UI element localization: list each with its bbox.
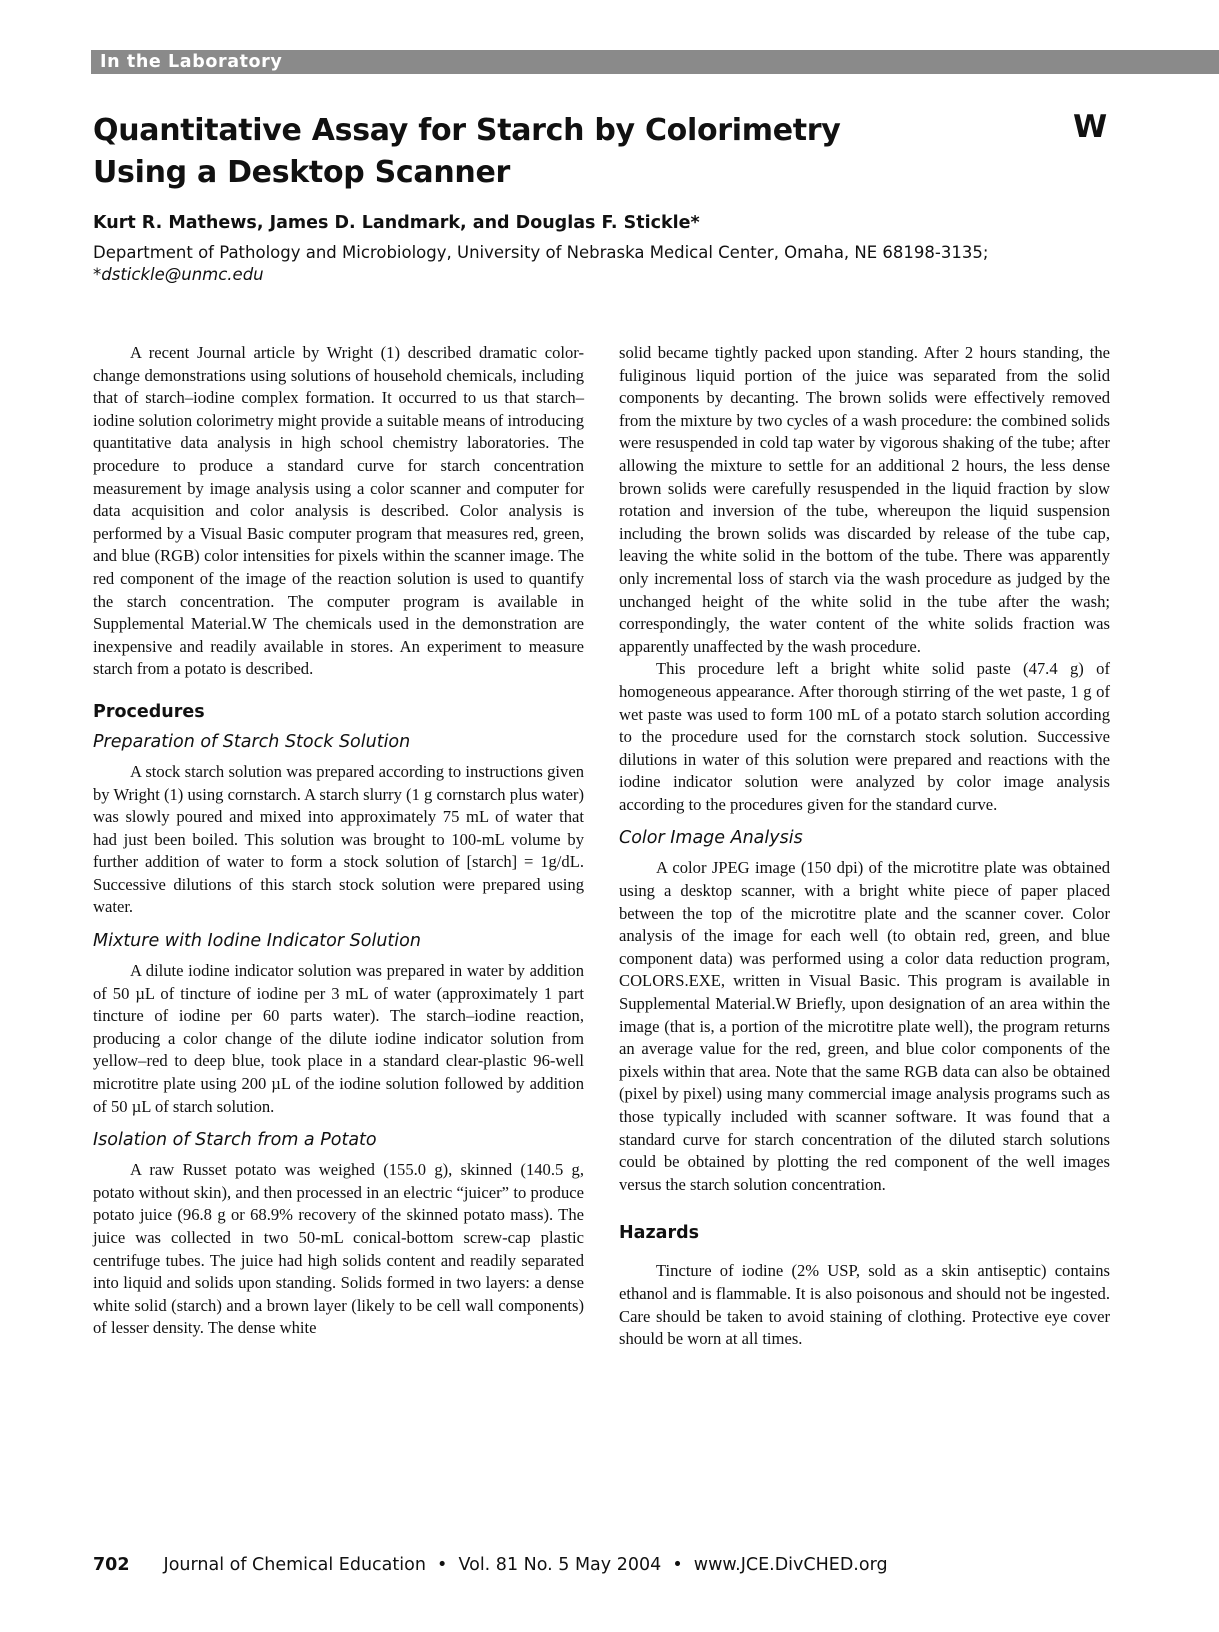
paste-paragraph: This procedure left a bright white solid paste (47.4 g) of homogeneous appearance. After thorough stirring of the wet paste, 1 g of wet paste was used to form 100 mL of a potato starch solution according to the procedure used for the cornstarch stock solution. Successive dilutions in water of this solution were prepared and reactions with the iodine indicator solution were analyzed by color image analysis according to the procedures given for the standard curve. bbox=[619, 659, 1110, 814]
color-analysis-heading: Color Image Analysis bbox=[619, 828, 803, 849]
web-supplement-icon: W bbox=[1073, 109, 1108, 145]
hazards-paragraph: Tincture of iodine (2% USP, sold as a skin antiseptic) contains ethanol and is flammable. It is also poisonous and should not be ingested. Care should be taken to avoid staining of clothing. Protective eye cover should be worn at all times. bbox=[619, 1261, 1110, 1349]
affiliation: Department of Pathology and Microbiology, University of Nebraska Medical Center, Omaha, NE 68198-3135; bbox=[93, 243, 989, 262]
journal-citation: Journal of Chemical Education • Vol. 81 No. 5 May 2004 • www.JCE.DivCHED.org bbox=[163, 1555, 888, 1575]
page-number: 702 bbox=[93, 1555, 130, 1575]
right-column bbox=[619, 342, 1110, 1351]
procedures-heading: Procedures bbox=[93, 701, 205, 722]
iodine-mixture-paragraph: A dilute iodine indicator solution was prepared in water by addition of 50 µL of tincture of iodine per 3 mL of water (approximately 1 part tincture of iodine per 60 parts water). The starch–iodine reaction, producing a color change of the dilute iodine indicator solution from yellow–red to deep blue, took place in a standard clear-plastic 96-well microtitre plate using 200 µL of the iodine solution followed by addition of 50 µL of starch solution. bbox=[93, 961, 584, 1116]
title-line-1: Quantitative Assay for Starch by Colorimetry bbox=[93, 113, 841, 148]
hazards-heading: Hazards bbox=[619, 1223, 700, 1244]
page-footer bbox=[93, 1555, 888, 1575]
potato-isolation-heading: Isolation of Starch from a Potato bbox=[93, 1130, 377, 1151]
section-label: In the Laboratory bbox=[100, 52, 283, 72]
intro-paragraph: A recent Journal article by Wright (1) described dramatic color-change demonstrations using solutions of household chemicals, including that of starch–iodine complex formation. It occurred to us that starch–iodine solution colorimetry might provide a suitable means of introducing quantitative data analysis in high school chemistry laboratories. The procedure to produce a standard curve for starch concentration measurement by image analysis using a color scanner and computer for data acquisition and color analysis is described. Color analysis is performed by a Visual Basic computer program that measures red, green, and blue (RGB) color intensities for pixels within the scanner image. The red component of the image of the reaction solution is used to quantify the starch concentration. The computer program is available in Supplemental Material.W The chemicals used in the demonstration are inexpensive and readily available in stores. An experiment to measure starch from a potato is described. bbox=[93, 343, 584, 679]
section-header-bar bbox=[91, 50, 1219, 74]
continued-paragraph: solid became tightly packed upon standing. After 2 hours standing, the fuliginous liquid portion of the juice was separated from the solid components by decanting. The brown solids were effectively removed from the mixture by two cycles of a wash procedure: the combined solids were resuspended in cold tap water by vigorous shaking of the tube; after allowing the mixture to settle for an additional 2 hours, the less dense brown solids were carefully resuspended in the liquid fraction by slow rotation and inversion of the tube, whereupon the liquid suspension including the brown solids was discarded by release of the tube cap, leaving the white solid in the bottom of the tube. There was apparently only incremental loss of starch via the wash procedure as judged by the unchanged height of the white solid in the tube after the wash; correspondingly, the water content of the white solids fraction was apparently unaffected by the wash procedure. bbox=[619, 343, 1110, 656]
potato-isolation-paragraph: A raw Russet potato was weighed (155.0 g), skinned (140.5 g, potato without skin), and then processed in an electric “juicer” to produce potato juice (96.8 g or 68.9% recovery of the skinned potato mass). The juice was collected in two 50-mL conical-bottom screw-cap plastic centrifuge tubes. The juice had high solids content and readily separated into liquid and solids upon standing. Solids formed in two layers: a dense white solid (starch) and a brown layer (likely to be cell wall components) of lesser density. The dense white bbox=[93, 1160, 584, 1338]
article-title bbox=[93, 110, 993, 194]
stock-solution-paragraph: A stock starch solution was prepared according to instructions given by Wright (1) using cornstarch. A starch slurry (1 g cornstarch plus water) was slowly poured and mixed into approximately 75 mL of water that had just been boiled. This solution was brought to 100-mL volume by further addition of water to form a stock solution of [starch] = 1g/dL. Successive dilutions of this starch stock solution were prepared using water. bbox=[93, 761, 584, 917]
stock-solution-heading: Preparation of Starch Stock Solution bbox=[93, 731, 411, 752]
author-email: *dstickle@unmc.edu bbox=[93, 265, 264, 284]
title-line-2: Using a Desktop Scanner bbox=[93, 155, 510, 190]
affiliation-block bbox=[93, 242, 988, 286]
left-column bbox=[93, 342, 584, 1340]
color-analysis-paragraph: A color JPEG image (150 dpi) of the microtitre plate was obtained using a desktop scanner, with a bright white piece of paper placed between the top of the microtitre plate and the scanner cover. Color analysis of the image for each well (to obtain red, green, and blue component data) was performed using a color data reduction program, COLORS.EXE, written in Visual Basic. This program is available in Supplemental Material.W Briefly, upon designation of an area within the image (that is, a portion of the microtitre plate well), the program returns an average value for the red, green, and blue color components of the pixels within that area. Note that the same RGB data can also be obtained (pixel by pixel) using many commercial image analysis programs such as those typically included with scanner software. It was found that a standard curve for starch concentration of the diluted starch solutions could be obtained by plotting the red component of the well images versus the starch solution concentration. bbox=[619, 858, 1110, 1194]
iodine-mixture-heading: Mixture with Iodine Indicator Solution bbox=[93, 931, 421, 952]
author-list: Kurt R. Mathews, James D. Landmark, and Douglas F. Stickle* bbox=[93, 213, 700, 233]
